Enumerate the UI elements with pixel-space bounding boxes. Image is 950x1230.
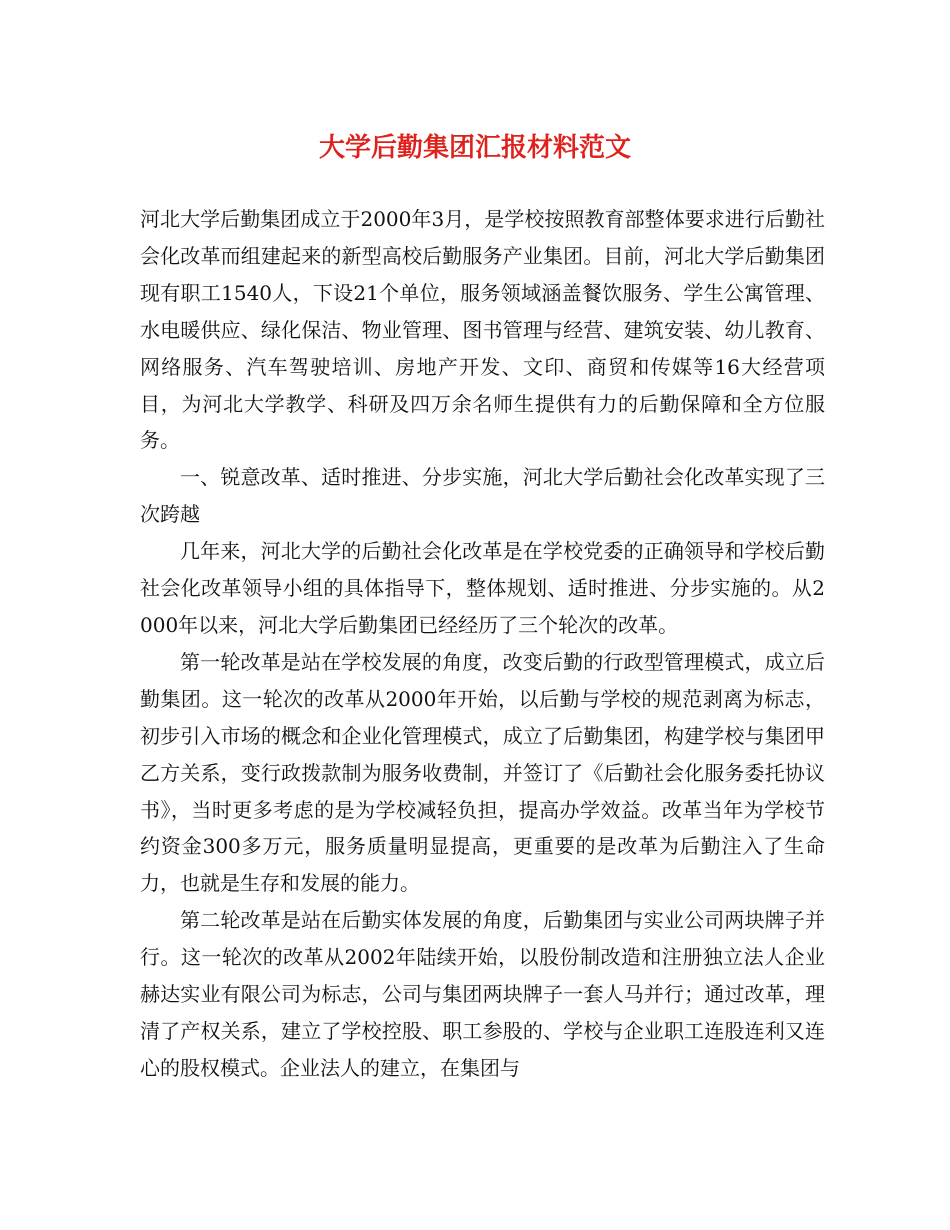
paragraph-intro: 河北大学后勤集团成立于2000年3月，是学校按照教育部整体要求进行后勤社会化改革而组建起来的新型高校后勤服务产业集团。目前，河北大学后勤集团现有职工1540人，下设21个单位，服务领域涵盖餐饮服务、学生公寓管理、水电暖供应、绿化保洁、物业管理、图书管理与经营、建筑安装、幼儿教育、网络服务、汽车驾驶培训、房地产开发、文印、商贸和传媒等16大经营项目，为河北大学教学、科研及四万余名师生提供有力的后勤保障和全方位服务。 (140, 207, 825, 453)
paragraph-overview: 几年来，河北大学的后勤社会化改革是在学校党委的正确领导和学校后勤社会化改革领导小组的具体指导下，整体规划、适时推进、分步实施的。从2000年以来，河北大学后勤集团已经经历了三个轮次的改革。 (140, 539, 825, 637)
paragraph-first-round: 第一轮改革是站在学校发展的角度，改变后勤的行政型管理模式，成立后勤集团。这一轮次的改革从2000年开始，以后勤与学校的规范剥离为标志，初步引入市场的概念和企业化管理模式，成立了后勤集团，构建学校与集团甲乙方关系，变行政拨款制为服务收费制，并签订了《后勤社会化服务委托协议书》，当时更多考虑的是为学校减轻负担，提高办学效益。改革当年为学校节约资金300多万元，服务质量明显提高，更重要的是改革为后勤注入了生命力，也就是生存和发展的能力。 (140, 649, 825, 896)
paragraph-section-heading: 一、锐意改革、适时推进、分步实施，河北大学后勤社会化改革实现了三次跨越 (140, 465, 825, 527)
document-body (140, 201, 825, 1087)
paragraph-second-round: 第二轮改革是站在后勤实体发展的角度，后勤集团与实业公司两块牌子并行。这一轮次的改革从2002年陆续开始，以股份制改造和注册独立法人企业赫达实业有限公司为标志，公司与集团两块牌子一套人马并行；通过改革，理清了产权关系，建立了学校控股、职工参股的、学校与企业职工连股连利又连心的股权模式。企业法人的建立，在集团与 (140, 908, 825, 1080)
document-title: 大学后勤集团汇报材料范文 (318, 133, 631, 163)
